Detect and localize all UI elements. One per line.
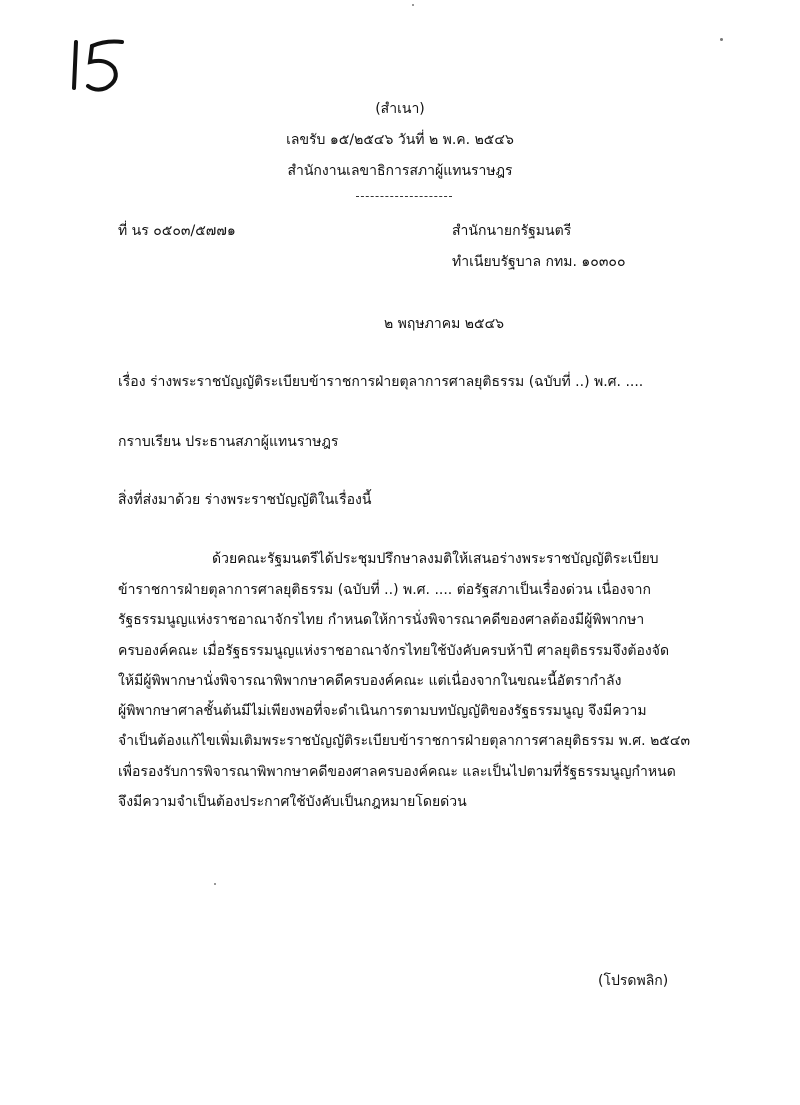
body-line: ด้วยคณะรัฐมนตรีได้ประชุมปรึกษาลงมติให้เสนอร่างพระราชบัญญัติระเบียบ: [212, 551, 659, 567]
scan-speck: [412, 4, 414, 6]
copy-mark: (สำเนา): [375, 101, 425, 117]
salutation: กราบเรียน ประธานสภาผู้แทนราษฎร: [118, 434, 339, 450]
sender-address: ทำเนียบรัฐบาล กทม. ๑๐๓๐๐: [452, 254, 626, 270]
sender-office: สำนักนายกรัฐมนตรี: [452, 223, 572, 239]
scan-speck: [214, 883, 216, 885]
separator-line: [356, 196, 452, 197]
receipt-line: เลขรับ ๑๕/๒๕๔๖ วันที่ ๒ พ.ค. ๒๕๔๖: [286, 132, 514, 148]
body-line: ให้มีผู้พิพากษานั่งพิจารณาพิพากษาคดีครบองค์คณะ แต่เนื่องจากในขณะนี้อัตรากำลัง: [118, 673, 622, 689]
body-line: ข้าราชการฝ่ายตุลาการศาลยุติธรรม (ฉบับที่ ..) พ.ศ. .... ต่อรัฐสภาเป็นเรื่องด่วน เนื่องจาก: [118, 582, 651, 598]
reference-number: ที่ นร ๐๕๐๓/๕๗๗๑: [118, 223, 236, 239]
receiving-office: สำนักงานเลขาธิการสภาผู้แทนราษฎร: [287, 163, 513, 179]
handwritten-number: [66, 36, 136, 96]
letter-date: ๒ พฤษภาคม ๒๕๔๖: [384, 316, 505, 332]
turn-over-note: (โปรดพลิก): [598, 973, 669, 989]
subject-line: เรื่อง ร่างพระราชบัญญัติระเบียบข้าราชการฝ่ายตุลาการศาลยุติธรรม (ฉบับที่ ..) พ.ศ. ....: [118, 374, 644, 390]
enclosure-line: สิ่งที่ส่งมาด้วย ร่างพระราชบัญญัติในเรื่องนี้: [118, 492, 372, 508]
body-line: เพื่อรองรับการพิจารณาพิพากษาคดีของศาลครบองค์คณะ และเป็นไปตามที่รัฐธรรมนูญกำหนด: [118, 764, 676, 780]
body-line: ครบองค์คณะ เมื่อรัฐธรรมนูญแห่งราชอาณาจักรไทยใช้บังคับครบห้าปี ศาลยุติธรรมจึงต้องจัด: [118, 643, 670, 659]
body-line: ผู้พิพากษาศาลชั้นต้นมีไม่เพียงพอที่จะดำเนินการตามบทบัญญัติของรัฐธรรมนูญ จึงมีความ: [118, 703, 647, 719]
body-line: จำเป็นต้องแก้ไขเพิ่มเติมพระราชบัญญัติระเบียบข้าราชการฝ่ายตุลาการศาลยุติธรรม พ.ศ. ๒๕๔๓: [118, 733, 691, 749]
body-line: รัฐธรรมนูญแห่งราชอาณาจักรไทย กำหนดให้การนั่งพิจารณาคดีของศาลต้องมีผู้พิพากษา: [118, 612, 645, 628]
scan-speck: [720, 38, 723, 41]
body-line: จึงมีความจำเป็นต้องประกาศใช้บังคับเป็นกฎหมายโดยด่วน: [118, 794, 467, 810]
